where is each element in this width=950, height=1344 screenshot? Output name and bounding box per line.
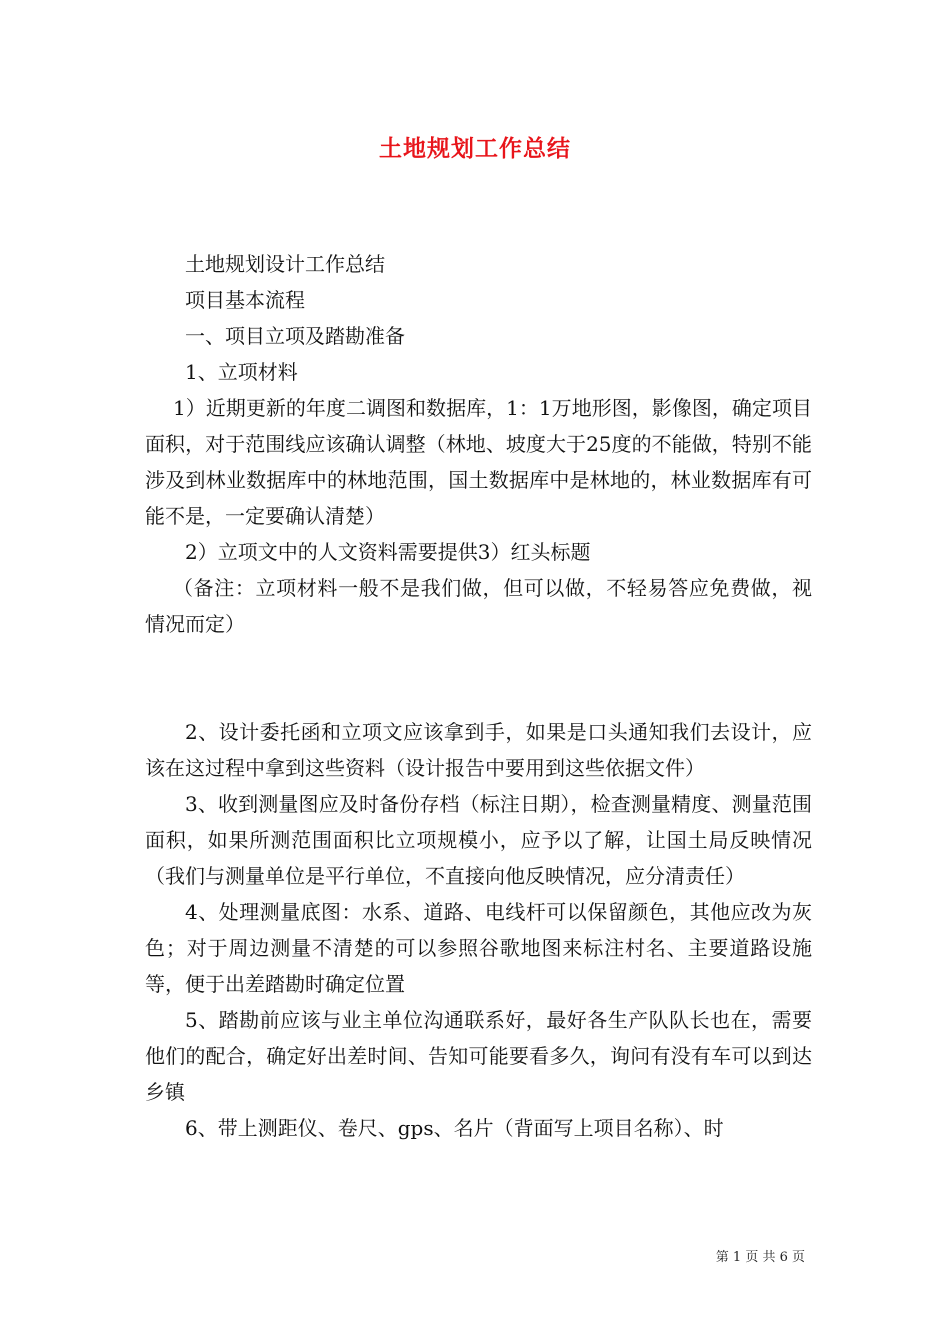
paragraph: 4、处理测量底图：水系、道路、电线杆可以保留颜色，其他应改为灰色；对于周边测量不清楚的可以参照谷歌地图来标注村名、主要道路设施等，便于出差踏勘时确定位置 [145, 900, 812, 996]
paragraph: 2、设计委托函和立项文应该拿到手，如果是口头通知我们去设计，应该在这过程中拿到这些资料（设计报告中要用到这些依据文件） [145, 720, 812, 780]
paragraph: 1）近期更新的年度二调图和数据库，1：1万地形图，影像图，确定项目面积，对于范围线应该确认调整（林地、坡度大于25度的不能做，特别不能涉及到林业数据库中的林地范围，国土数据库中是林地的，林业数据库有可能不是，一定要确认清楚） [145, 396, 812, 528]
paragraph: 6、带上测距仪、卷尺、gps、名片（背面写上项目名称）、时 [185, 1116, 724, 1140]
paragraph: 3、收到测量图应及时备份存档（标注日期），检查测量精度、测量范围面积，如果所测范围面积比立项规模小，应予以了解，让国土局反映情况（我们与测量单位是平行单位，不直接向他反映情况，应分清责任） [145, 792, 812, 888]
paragraph: 土地规划设计工作总结 [185, 252, 385, 276]
paragraph: 项目基本流程 [185, 288, 305, 312]
paragraph-gap [145, 642, 812, 714]
page-number: 第 1 页 共 6 页 [715, 1250, 805, 1265]
paragraph: 一、项目立项及踏勘准备 [185, 324, 405, 348]
document-body [145, 246, 812, 1146]
paragraph: 1、立项材料 [185, 360, 298, 384]
paragraph: （备注：立项材料一般不是我们做，但可以做，不轻易答应免费做，视情况而定） [145, 576, 812, 636]
paragraph: 2）立项文中的人文资料需要提供3）红头标题 [185, 540, 591, 564]
paragraph: 5、踏勘前应该与业主单位沟通联系好，最好各生产队队长也在，需要他们的配合，确定好出差时间、告知可能要看多久，询问有没有车可以到达乡镇 [145, 1008, 812, 1104]
document-title: 土地规划工作总结 [379, 135, 571, 162]
